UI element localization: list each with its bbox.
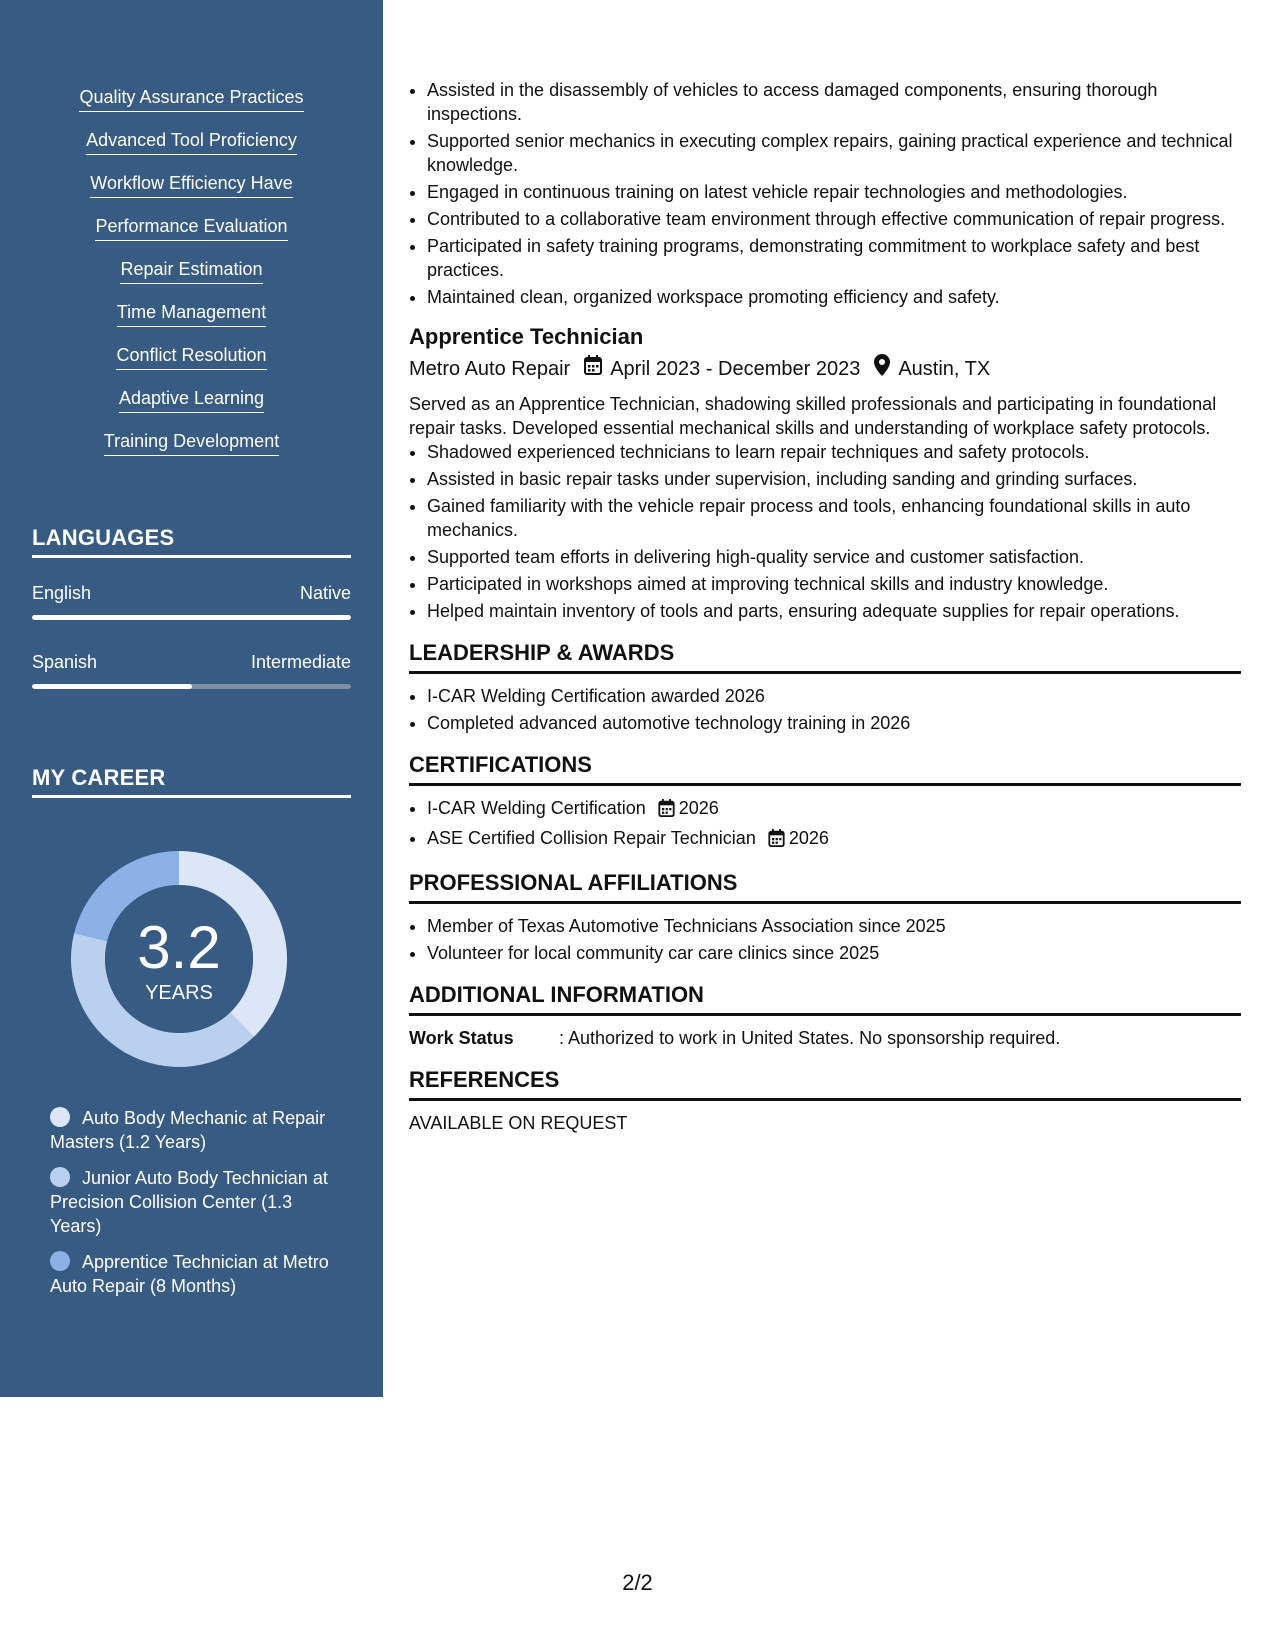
career-total: 3.2 — [137, 914, 221, 981]
work-status-value: : Authorized to work in United States. No sponsorship required. — [559, 1028, 1061, 1048]
bullet-item: • Contributed to a collaborative team environment through effective communication of repair progress. — [427, 207, 1241, 231]
languages-heading: LANGUAGES — [32, 525, 351, 558]
job-bullets — [409, 440, 1241, 623]
career-legend-item — [50, 1166, 340, 1238]
work-status-label: Work Status — [409, 1028, 514, 1048]
calendar-icon — [658, 799, 675, 823]
language-bar-fill — [32, 684, 192, 689]
sidebar — [0, 0, 383, 1397]
bullet-item: • Shadowed experienced technicians to learn repair techniques and safety protocols. — [427, 440, 1241, 464]
bullet-item: • Engaged in continuous training on latest vehicle repair technologies and methodologies. — [427, 180, 1241, 204]
bullet-item: • Supported team efforts in delivering high-quality service and customer satisfaction. — [427, 545, 1241, 569]
language-name: English — [32, 583, 92, 603]
career-legend — [50, 1106, 340, 1310]
skills-list — [0, 86, 383, 473]
language-level: Native — [299, 583, 351, 603]
additional-info-heading: ADDITIONAL INFORMATION — [409, 981, 1241, 1016]
bullet-item: • Maintained clean, organized workspace promoting efficiency and safety. — [427, 285, 1241, 309]
language-bar-fill — [32, 615, 351, 620]
map-pin-icon — [874, 354, 890, 384]
bullet-item: • Helped maintain inventory of tools and parts, ensuring adequate supplies for repair operations. — [427, 599, 1241, 623]
career-donut-chart — [66, 846, 292, 1072]
work-status-row — [409, 1026, 1241, 1050]
legend-dot-icon — [50, 1251, 70, 1271]
legend-dot-icon — [50, 1107, 70, 1127]
skill-item: Repair Estimation — [120, 258, 262, 284]
skill-item: Time Management — [117, 301, 266, 327]
career-legend-label: Junior Auto Body Technician at Precision Collision Center (1.3 Years) — [50, 1168, 328, 1236]
bullet-item: • Completed advanced automotive technology training in 2026 — [427, 711, 1241, 735]
skill-item: Conflict Resolution — [116, 344, 266, 370]
page-number: 2/2 — [622, 1570, 653, 1595]
leadership-list — [409, 684, 1241, 735]
career-unit: YEARS — [145, 982, 213, 1004]
bullet-item: • Assisted in the disassembly of vehicles to access damaged components, ensuring thorough inspections. — [427, 78, 1241, 126]
bullet-item: • Volunteer for local community car care clinics since 2025 — [427, 941, 1241, 965]
career-legend-label: Auto Body Mechanic at Repair Masters (1.2 Years) — [50, 1108, 326, 1152]
certification-item — [427, 796, 1241, 823]
skill-item: Advanced Tool Proficiency — [86, 129, 297, 155]
references-text: AVAILABLE ON REQUEST — [409, 1113, 628, 1133]
career-legend-label: Apprentice Technician at Metro Auto Repair (8 Months) — [50, 1252, 329, 1296]
certification-item — [427, 826, 1241, 853]
job-dates: April 2023 - December 2023 — [610, 358, 861, 380]
job-company: Metro Auto Repair — [409, 358, 571, 380]
certification-name: ASE Certified Collision Repair Technician — [427, 828, 756, 848]
affiliations-heading: PROFESSIONAL AFFILIATIONS — [409, 869, 1241, 904]
calendar-icon — [768, 829, 785, 853]
bullet-item: • I-CAR Welding Certification awarded 2026 — [427, 684, 1241, 708]
career-legend-item — [50, 1106, 340, 1154]
certification-year: 2026 — [788, 828, 829, 848]
experience-bullets — [409, 78, 1241, 309]
affiliations-list — [409, 914, 1241, 965]
bullet-item: • Participated in safety training programs, demonstrating commitment to workplace safety and best practices. — [427, 234, 1241, 282]
language-bar-english — [32, 615, 351, 620]
certification-name: I-CAR Welding Certification — [427, 798, 646, 818]
main-content — [409, 78, 1241, 1135]
leadership-heading: LEADERSHIP & AWARDS — [409, 639, 1241, 674]
language-row-english — [32, 583, 351, 604]
bullet-item: • Assisted in basic repair tasks under supervision, including sanding and grinding surfaces. — [427, 467, 1241, 491]
career-legend-item — [50, 1250, 340, 1298]
bullet-item: • Gained familiarity with the vehicle repair process and tools, enhancing foundational skills in auto mechanics. — [427, 494, 1241, 542]
calendar-icon — [584, 355, 602, 383]
bullet-item: • Participated in workshops aimed at improving technical skills and industry knowledge. — [427, 572, 1241, 596]
language-row-spanish — [32, 652, 351, 673]
certifications-heading: CERTIFICATIONS — [409, 751, 1241, 786]
certifications-list — [409, 796, 1241, 853]
certification-year: 2026 — [678, 798, 719, 818]
skill-item: Workflow Efficiency Have — [90, 172, 292, 198]
skill-item: Performance Evaluation — [95, 215, 287, 241]
job-title: Apprentice Technician — [409, 324, 644, 349]
career-heading: MY CAREER — [32, 765, 351, 798]
language-level: Intermediate — [250, 652, 351, 672]
language-bar-spanish — [32, 684, 351, 689]
job-summary: Served as an Apprentice Technician, shadowing skilled professionals and participating in foundational repair tasks. Developed essential mechanical skills and understanding of workplace safety protocols. — [409, 394, 1217, 438]
references-heading: REFERENCES — [409, 1066, 1241, 1101]
bullet-item: • Member of Texas Automotive Technicians Association since 2025 — [427, 914, 1241, 938]
job-meta — [409, 354, 1241, 384]
skill-item: Training Development — [104, 430, 279, 456]
legend-dot-icon — [50, 1167, 70, 1187]
job-location: Austin, TX — [898, 358, 991, 380]
skill-item: Quality Assurance Practices — [79, 86, 303, 112]
skill-item: Adaptive Learning — [119, 387, 264, 413]
language-name: Spanish — [32, 652, 98, 672]
bullet-item: • Supported senior mechanics in executing complex repairs, gaining practical experience and technical knowledge. — [427, 129, 1241, 177]
